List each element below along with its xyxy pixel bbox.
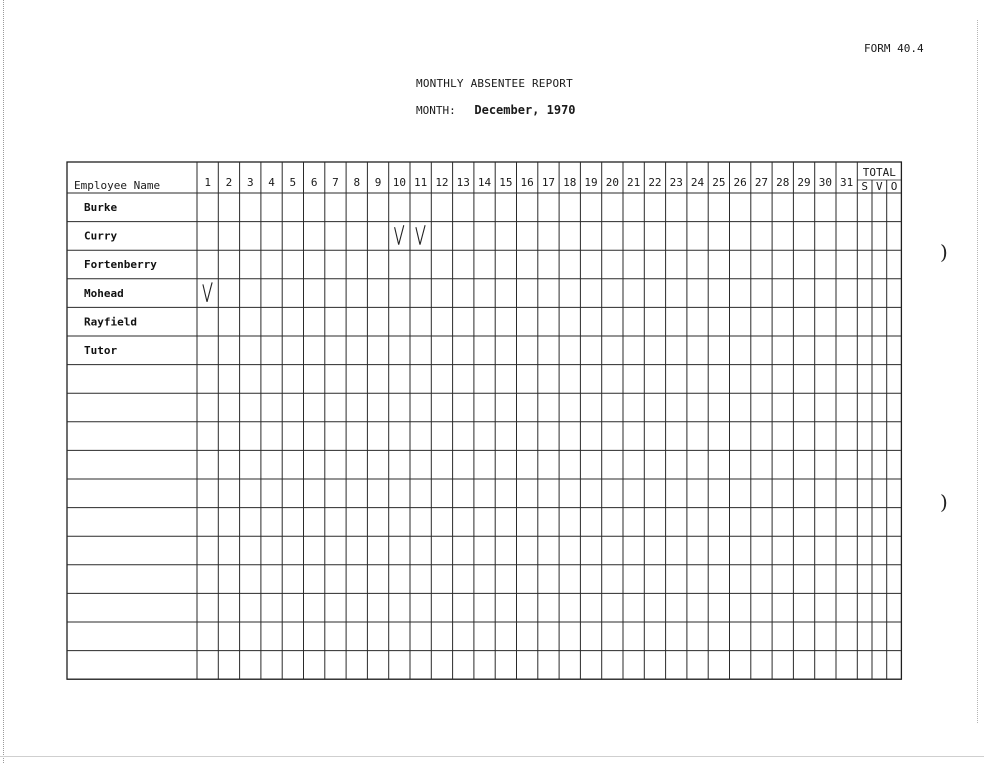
total-subheader: S [861,180,868,193]
employee-name: Mohead [84,286,124,300]
day-header: 29 [797,176,811,189]
absence-check-mark [395,226,404,245]
day-header: 22 [648,176,662,189]
day-header: 21 [627,176,641,189]
day-header: 1 [204,176,211,189]
day-header: 20 [605,176,619,189]
day-header: 19 [584,176,598,189]
employee-name: Rayfield [84,315,137,329]
punch-hole-mark-bottom: ) [940,490,948,514]
total-header: TOTAL [862,166,896,179]
day-header: 18 [563,176,577,189]
day-header: 13 [456,176,470,189]
total-subheader: V [876,180,883,193]
month-label: MONTH: [416,104,456,117]
day-header: 2 [225,176,233,189]
day-header: 12 [435,176,449,189]
punch-hole-mark-top: ) [940,240,948,264]
day-header: 27 [754,176,769,189]
day-header: 30 [818,176,832,189]
day-header: 9 [374,176,382,189]
day-header: 11 [414,176,428,189]
day-header: 31 [840,176,854,189]
day-header: 6 [310,176,318,189]
day-header: 10 [392,176,406,189]
employee-name: Tutor [84,344,118,357]
day-header: 3 [246,176,254,189]
month-value: December, 1970 [474,103,576,117]
day-header: 24 [690,176,705,189]
day-header: 25 [712,176,726,189]
day-header: 15 [499,176,513,189]
employee-name: Curry [84,229,118,243]
day-header: 5 [289,176,297,189]
grid-frame [67,162,901,679]
absence-check-mark [416,226,425,245]
day-header: 17 [541,176,556,189]
employee-name-header: Employee Name [74,179,161,192]
day-header: 16 [520,176,534,189]
day-header: 23 [669,176,683,189]
day-header: 14 [477,176,492,189]
form-number: FORM 40.4 [864,42,924,55]
day-header: 26 [733,176,747,189]
report-title: MONTHLY ABSENTEE REPORT [416,77,573,90]
day-header: 28 [776,176,790,189]
day-header: 4 [268,176,275,189]
day-header: 7 [332,176,339,189]
absence-check-mark [203,283,212,302]
employee-name: Burke [84,201,118,214]
day-header: 8 [353,176,361,189]
total-subheader: O [890,180,898,193]
employee-name: Fortenberry [84,258,157,272]
